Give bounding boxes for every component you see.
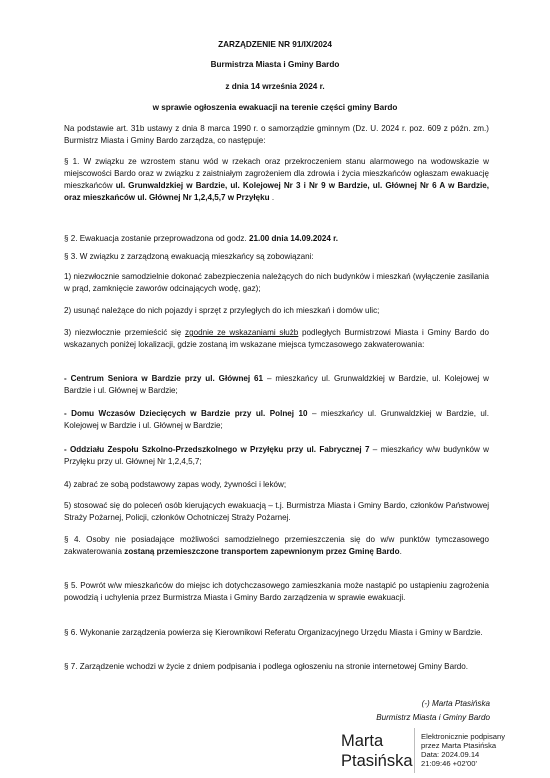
intro-paragraph: Na podstawie art. 31b ustawy z dnia 8 marca 1990 r. o samorządzie gminnym (Dz. U. 2024 r. poz. 609 z późn. zm.) Burmistrz Miasta i Gminy Bardo zarządza, co następuje: [64, 124, 489, 145]
list-item-1: 1) niezwłocznie samodzielnie dokonać zabezpieczenia należących do nich budynków i mieszkań (wyłączenie zasilania w prąd, zamknięcie zaworów odcinających wodę, gaz); [64, 272, 489, 293]
document-issuer: Burmistrza Miasta i Gminy Bardo [210, 60, 340, 69]
paragraph-2 [64, 233, 489, 245]
list-item-3 [64, 327, 489, 351]
paragraph-4-end: . [399, 547, 402, 556]
paragraph-2-bold: 21.00 dnia 14.09.2024 r. [248, 234, 339, 243]
signature-line-2: Burmistrz Miasta i Gminy Bardo [376, 713, 490, 722]
location-1 [64, 373, 489, 397]
e-signature-time: 21:09:46 +02'00' [421, 759, 477, 768]
e-signature-line-1: Elektronicznie podpisany [421, 732, 506, 741]
e-signature-first-name: Marta [341, 732, 384, 750]
list-item-3-text-b: podległych Burmistrzowi Miasta i Gminy Bardo do wskazanych poniżej lokalizacji, gdzie zostaną im wskazane miejsca tymczasowego zakwaterowania: [64, 328, 489, 349]
document-title: ZARZĄDZENIE NR 91/IX/2024 [218, 40, 332, 49]
signature-line-1: (-) Marta Ptasińska [421, 699, 490, 708]
location-2 [64, 408, 489, 432]
paragraph-1-bold: ul. Grunwaldzkiej w Bardzie, ul. Kolejowej Nr 3 i Nr 9 w Bardzie, ul. Głównej Nr 6 A w Bardzie, oraz mieszkańców ul. Głównej Nr 1,2,4,5,7 w Przyłęku [64, 181, 490, 202]
paragraph-2-text: § 2. Ewakuacja zostanie przeprowadzona od godz. [64, 234, 249, 243]
list-item-3-underlined: zgodnie ze wskazaniami służb [185, 328, 299, 337]
document-date: z dnia 14 września 2024 r. [225, 82, 325, 91]
location-2-text: – mieszkańcy ul. Grunwaldzkiej w Bardzie, ul. Kolejowej w Bardzie i ul. Głównej w Bardzie; [64, 409, 489, 430]
location-3-text: – mieszkańcy w/w budynków w Przyłęku przy ul. Głównej Nr 1,2,4,5,7; [64, 445, 489, 466]
paragraph-5: § 5. Powrót w/w mieszkańców do miejsc ich dotychczasowego zamieszkania może nastąpić po ustąpieniu zagrożenia powodzią i uchylenia przez Burmistrza Miasta i Gminy Bardo zarządzenia w sprawie ewakuacji. [64, 581, 489, 602]
location-3-name: - Oddziału Zespołu Szkolno-Przedszkolnego w Przyłęku przy ul. Fabrycznej 7 [64, 445, 370, 454]
paragraph-3: § 3. W związku z zarządzoną ewakuacją mieszkańcy są zobowiązani: [64, 252, 314, 261]
paragraph-4-bold: zostaną przemieszczone transportem zapewnionym przez Gminę Bardo [124, 547, 400, 556]
e-signature-last-name: Ptasińska [341, 752, 413, 770]
list-item-5: 5) stosować się do poleceń osób kierujących ewakuacją – t.j. Burmistrza Miasta i Gminy Bardo, członków Państwowej Straży Pożarnej, Policji, członków Ochotniczej Straży Pożarnej. [64, 501, 489, 522]
e-signature-divider [414, 728, 415, 773]
paragraph-1-text: § 1. W związku ze wzrostem stanu wód w rzekach oraz przekroczeniem stanu alarmowego na wodowskazie w miejscowości Bardo oraz w związku z zaistniałym zagrożeniem dla zdrowia i życia mieszkańców ogłaszam ewakuację mieszkańców [64, 157, 489, 190]
location-2-name: - Domu Wczasów Dziecięcych w Bardzie przy ul. Polnej 10 [64, 409, 308, 418]
list-item-4: 4) zabrać ze sobą podstawowy zapas wody, żywności i leków; [64, 480, 287, 489]
location-1-name: - Centrum Seniora w Bardzie przy ul. Głównej 61 [64, 374, 264, 383]
list-item-3-text-a: 3) niezwłocznie przemieścić się [64, 328, 186, 337]
paragraph-1-end: . [269, 193, 275, 202]
list-item-2: 2) usunąć należące do nich pojazdy i sprzęt z przyległych do ich mieszkań i domów ulic; [64, 306, 380, 315]
e-signature-line-2: przez Marta Ptasińska [421, 741, 497, 750]
paragraph-6: § 6. Wykonanie zarządzenia powierza się Kierownikowi Referatu Organizacyjnego Urzędu Miasta i Gminy w Bardzie. [64, 628, 483, 637]
paragraph-7: § 7. Zarządzenie wchodzi w życie z dniem podpisania i podlega ogłoszeniu na stronie internetowej Gminy Bardo. [64, 662, 469, 671]
paragraph-1 [64, 156, 489, 204]
location-3 [64, 444, 489, 468]
location-1-text: – mieszkańcy ul. Grunwaldzkiej w Bardzie, ul. Kolejowej w Bardzie i ul. Głównej w Bardzie; [64, 374, 489, 395]
e-signature-date: Data: 2024.09.14 [421, 750, 480, 759]
paragraph-4-text: § 4. Osoby nie posiadające możliwości samodzielnego przemieszczenia się do w/w punktów tymczasowego zakwaterowania [64, 535, 489, 556]
paragraph-4 [64, 534, 489, 558]
document-subject: w sprawie ogłoszenia ewakuacji na terenie części gminy Bardo [152, 103, 398, 112]
